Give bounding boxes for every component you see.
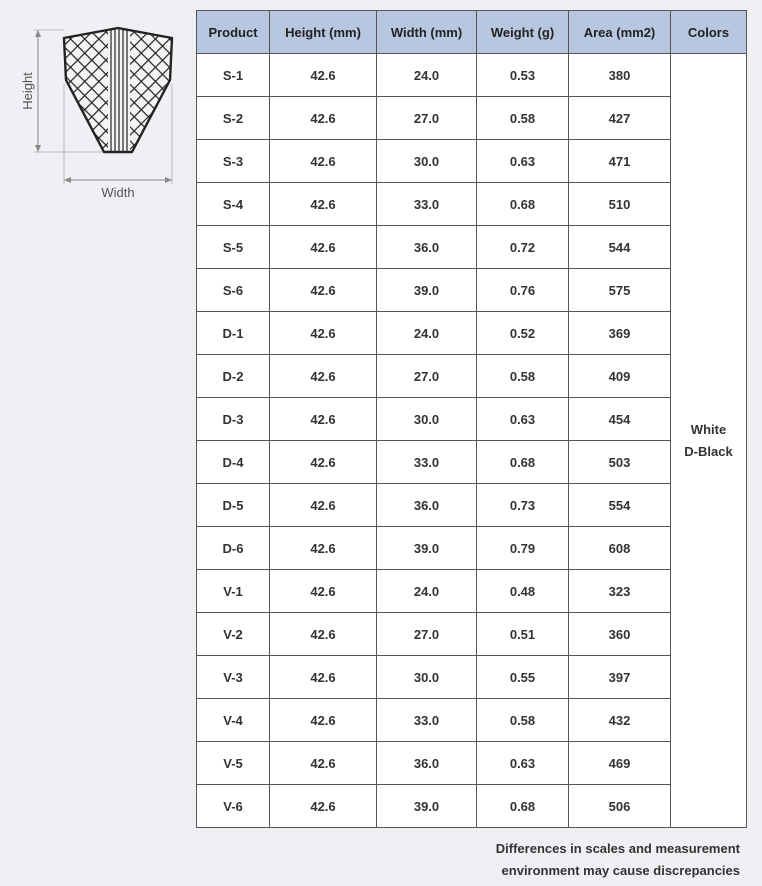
cell-area: 360 [569,613,671,656]
cell-weight: 0.68 [477,441,569,484]
cell-product: V-5 [197,742,270,785]
cell-area: 432 [569,699,671,742]
cell-height: 42.6 [270,742,377,785]
cell-product: V-4 [197,699,270,742]
cell-area: 471 [569,140,671,183]
cell-area: 369 [569,312,671,355]
cell-height: 42.6 [270,269,377,312]
color-option: White [690,421,727,437]
cell-product: D-2 [197,355,270,398]
cell-area: 427 [569,97,671,140]
table-row [197,398,747,441]
cell-height: 42.6 [270,484,377,527]
cell-area: 544 [569,226,671,269]
table-row [197,742,747,785]
cell-height: 42.6 [270,441,377,484]
header-width: Width (mm) [377,11,477,54]
cell-area: 323 [569,570,671,613]
table-row [197,699,747,742]
cell-height: 42.6 [270,527,377,570]
header-colors: Colors [671,11,747,54]
table-row [197,54,747,97]
cell-width: 33.0 [377,699,477,742]
cell-height: 42.6 [270,398,377,441]
cell-area: 510 [569,183,671,226]
cell-area: 409 [569,355,671,398]
cell-product: S-4 [197,183,270,226]
table-row [197,226,747,269]
cell-height: 42.6 [270,613,377,656]
table-row [197,140,747,183]
header-area: Area (mm2) [569,11,671,54]
table-row [197,183,747,226]
cell-weight: 0.63 [477,742,569,785]
cell-area: 506 [569,785,671,828]
spec-table [196,10,747,828]
cell-product: S-2 [197,97,270,140]
cell-height: 42.6 [270,312,377,355]
cell-width: 39.0 [377,785,477,828]
table-row [197,97,747,140]
cell-colors [671,54,747,828]
cell-weight: 0.73 [477,484,569,527]
cell-height: 42.6 [270,183,377,226]
table-row [197,656,747,699]
disclaimer-line-1: Differences in scales and measurement [495,841,740,856]
cell-weight: 0.52 [477,312,569,355]
cell-product: S-6 [197,269,270,312]
cell-width: 33.0 [377,183,477,226]
cell-width: 30.0 [377,140,477,183]
cell-width: 39.0 [377,269,477,312]
cell-width: 27.0 [377,613,477,656]
cell-width: 36.0 [377,742,477,785]
disclaimer-line-2: environment may cause discrepancies [501,863,740,878]
cell-area: 575 [569,269,671,312]
cell-product: D-4 [197,441,270,484]
table-row [197,441,747,484]
flight-diagram [14,24,194,204]
cell-weight: 0.63 [477,140,569,183]
cell-width: 36.0 [377,226,477,269]
cell-area: 469 [569,742,671,785]
cell-width: 36.0 [377,484,477,527]
cell-weight: 0.58 [477,97,569,140]
cell-product: V-2 [197,613,270,656]
cell-height: 42.6 [270,54,377,97]
cell-width: 39.0 [377,527,477,570]
cell-product: V-1 [197,570,270,613]
cell-width: 33.0 [377,441,477,484]
cell-weight: 0.68 [477,183,569,226]
cell-height: 42.6 [270,140,377,183]
cell-height: 42.6 [270,97,377,140]
table-row [197,527,747,570]
cell-weight: 0.68 [477,785,569,828]
header-product: Product [197,11,270,54]
height-label: Height [20,72,35,110]
cell-height: 42.6 [270,570,377,613]
cell-height: 42.6 [270,226,377,269]
table-row [197,613,747,656]
cell-product: S-5 [197,226,270,269]
table-row [197,312,747,355]
cell-area: 454 [569,398,671,441]
cell-weight: 0.79 [477,527,569,570]
table-row [197,355,747,398]
cell-weight: 0.76 [477,269,569,312]
header-height: Height (mm) [270,11,377,54]
table-row [197,484,747,527]
cell-product: D-3 [197,398,270,441]
cell-weight: 0.72 [477,226,569,269]
cell-weight: 0.53 [477,54,569,97]
table-row [197,785,747,828]
cell-product: D-1 [197,312,270,355]
cell-height: 42.6 [270,355,377,398]
cell-area: 397 [569,656,671,699]
cell-height: 42.6 [270,656,377,699]
table-row [197,570,747,613]
cell-area: 503 [569,441,671,484]
cell-width: 27.0 [377,97,477,140]
cell-width: 27.0 [377,355,477,398]
cell-width: 24.0 [377,570,477,613]
cell-weight: 0.58 [477,699,569,742]
cell-width: 30.0 [377,398,477,441]
cell-weight: 0.63 [477,398,569,441]
cell-product: D-6 [197,527,270,570]
cell-product: S-3 [197,140,270,183]
cell-width: 24.0 [377,312,477,355]
cell-weight: 0.51 [477,613,569,656]
cell-product: V-3 [197,656,270,699]
cell-area: 608 [569,527,671,570]
cell-height: 42.6 [270,699,377,742]
cell-product: V-6 [197,785,270,828]
width-label: Width [101,185,135,200]
cell-height: 42.6 [270,785,377,828]
cell-weight: 0.55 [477,656,569,699]
table-row [197,269,747,312]
header-weight: Weight (g) [477,11,569,54]
table-body [197,54,747,828]
table-header-row [197,11,747,54]
cell-area: 554 [569,484,671,527]
cell-width: 30.0 [377,656,477,699]
cell-product: S-1 [197,54,270,97]
cell-area: 380 [569,54,671,97]
cell-product: D-5 [197,484,270,527]
cell-weight: 0.58 [477,355,569,398]
cell-weight: 0.48 [477,570,569,613]
disclaimer-note [496,838,740,882]
cell-width: 24.0 [377,54,477,97]
color-option: D-Black [684,443,733,459]
